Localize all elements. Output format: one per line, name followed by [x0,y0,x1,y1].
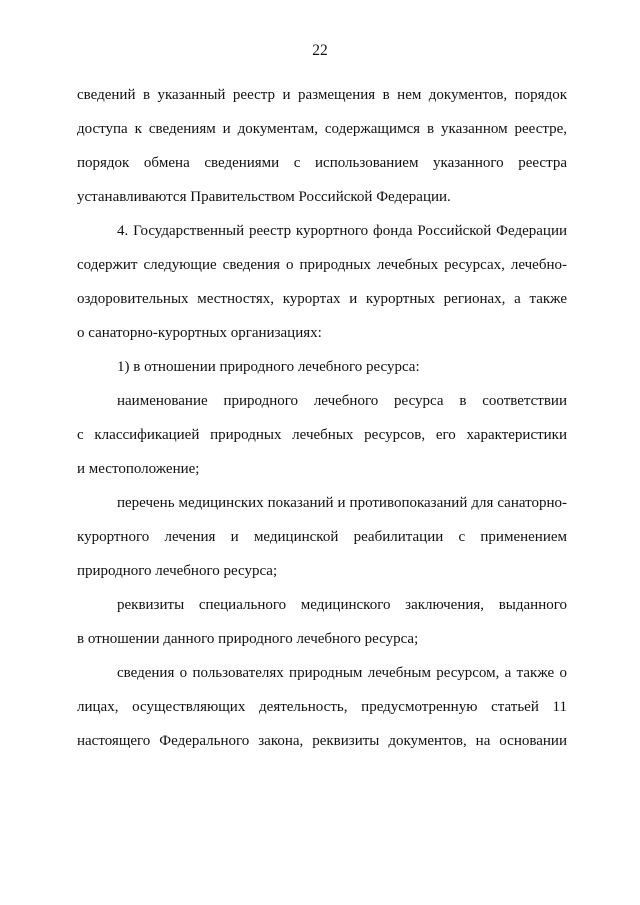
document-body [77,82,567,762]
text-line: 4. Государственный реестр курортного фонда Российской Федерации [117,223,567,239]
text-line: лицах, осуществляющих деятельность, предусмотренную статьей 11 [77,699,567,715]
text-line: порядок обмена сведениями с использованием указанного реестра [77,155,567,171]
text-line: курортного лечения и медицинской реабилитации с применением [77,529,567,545]
text-line: содержит следующие сведения о природных лечебных ресурсах, лечебно- [77,257,567,273]
paragraph-resource-name [77,388,567,490]
text-line: настоящего Федерального закона, реквизиты документов, на основании [77,733,567,749]
text-line: оздоровительных местностях, курортах и курортных регионах, а также [77,291,567,307]
paragraph-item-4 [77,218,567,354]
text-line: с классификацией природных лечебных ресурсов, его характеристики [77,427,567,443]
text-line: сведения о пользователях природным лечебным ресурсом, а также о [117,665,567,681]
paragraph-registry-procedure [77,82,567,218]
text-line: природного лечебного ресурса; [77,563,278,579]
text-line: доступа к сведениям и документам, содержащимся в указанном реестре, [77,121,567,137]
paragraph-indications [77,490,567,592]
text-line: и местоположение; [77,461,200,477]
page-number: 22 [312,42,328,59]
text-line: в отношении данного природного лечебного ресурса; [77,631,419,647]
paragraph-users-info [77,660,567,762]
text-line: реквизиты специального медицинского заключения, выданного [117,597,567,613]
text-line: сведений в указанный реестр и размещения в нем документов, порядок [77,87,567,103]
text-line: наименование природного лечебного ресурса в соответствии [117,393,567,409]
text-line: перечень медицинских показаний и противопоказаний для санаторно- [117,495,567,511]
text-line: о санаторно-курортных организациях: [77,325,322,341]
paragraph-medical-conclusion [77,592,567,660]
paragraph-subitem-1 [77,354,567,388]
text-line: устанавливаются Правительством Российской Федерации. [77,189,451,205]
text-line: 1) в отношении природного лечебного ресурса: [117,359,420,375]
